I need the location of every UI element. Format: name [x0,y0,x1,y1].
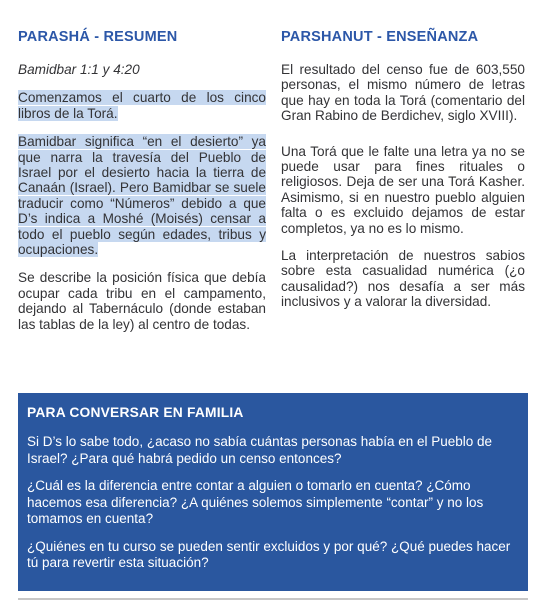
summary-paragraph-1 [18,90,266,121]
teaching-heading: PARSHANUT - ENSEÑANZA [281,29,479,45]
discussion-question: Si D’s lo sabe todo, ¿acaso no sabía cuántas personas había en el Pueblo de Israel? ¿Para qué habrá pedido un censo entonces? [27,434,493,466]
discussion-question: ¿Cuál es la diferencia entre contar a alguien o tomarlo en cuenta? ¿Cómo hacemos esa diferencia? ¿A quiénes solemos simplemente “contar” y no los tomamos en cuenta? [27,478,484,526]
parasha-reference: Bamidbar 1:1 y 4:20 [18,62,140,77]
highlighted-text: Bamidbar significa “en el desierto” ya que narra la travesía del Pueblo de Israel por el desierto hacia la tierra de Canaán (Israel). Pero Bamidbar se suele traducir como “Números” debido a que D’s indica a Moshé (Moisés) censar a todo el pueblo según edades, tribus y ocupaciones. [18,134,266,258]
family-discussion-box [18,393,528,591]
teaching-paragraph-2: Una Torá que le falte una letra ya no se puede usar para fines rituales o religiosos. Deja de ser una Torá Kasher. Asimismo, si en nuestro pueblo alguien falta o es excluido dejamos de estar completos, ya no es lo mismo. [281,143,525,236]
summary-paragraph-3: Se describe la posición física que debía ocupar cada tribu en el campamento, dejando al Tabernáculo (donde estaban las tablas de la ley) al centro de todas. [18,270,266,332]
highlighted-text: Comenzamos el cuarto de los cinco libros de la Torá. [18,90,266,121]
discussion-question: ¿Quiénes en tu curso se pueden sentir excluidos y por qué? ¿Qué puedes hacer tú para revertir esta situación? [27,538,511,570]
teaching-paragraph-3: La interpretación de nuestros sabios sobre esta casualidad numérica (¿o causalidad?) nos desafía a ser más inclusivos y a valorar la diversidad. [281,248,525,310]
summary-column [18,62,266,332]
summary-heading: PARASHÁ - RESUMEN [18,29,178,45]
teaching-column [281,62,525,310]
family-discussion-title: PARA CONVERSAR EN FAMILIA [27,405,244,420]
bottom-divider [18,598,528,600]
summary-paragraph-2 [18,134,266,257]
teaching-paragraph-1: El resultado del censo fue de 603,550 personas, el mismo número de letras que hay en toda la Torá (comentario del Gran Rabino de Berdichev, siglo XVIII). [281,62,525,124]
